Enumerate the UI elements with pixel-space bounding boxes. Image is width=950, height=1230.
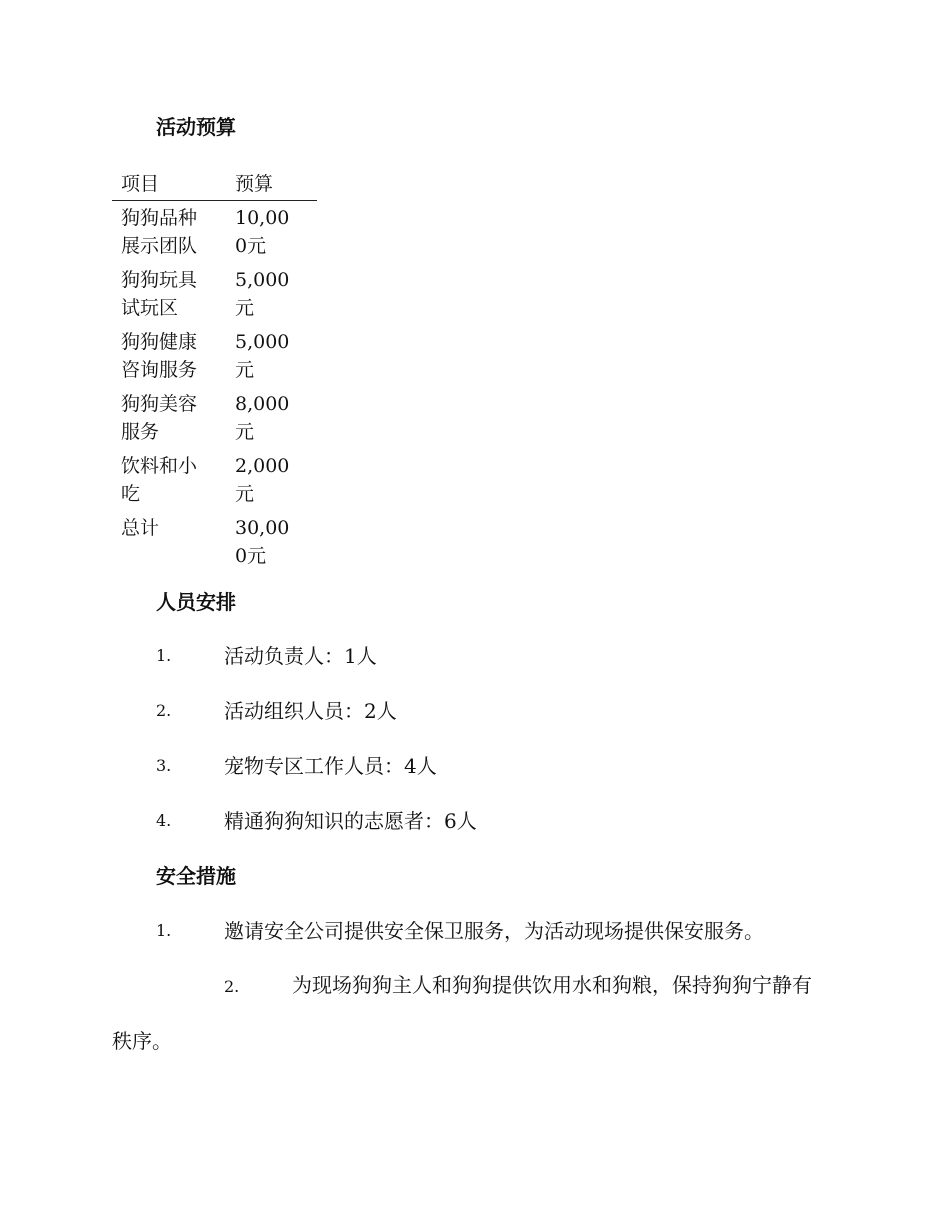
list-text: 活动组织人员：2人 [224, 699, 397, 723]
list-number: 3. [156, 756, 172, 775]
budget-item-name: 饮料和小吃 [121, 455, 198, 505]
budget-item-name: 狗狗健康咨询服务 [121, 331, 198, 381]
list-text: 邀请安全公司提供安全保卫服务，为活动现场提供保安服务。 [224, 919, 764, 943]
budget-item-amount: 8,000元 [235, 393, 290, 443]
list-text: 为现场狗狗主人和狗狗提供饮用水和狗粮，保持狗狗宁静有秩序。 [112, 973, 812, 1053]
safety-heading: 安全措施 [156, 864, 236, 888]
list-text: 精通狗狗知识的志愿者：6人 [224, 809, 477, 833]
table-row [112, 511, 317, 573]
budget-item-amount: 10,000元 [235, 207, 290, 257]
list-number: 2. [224, 977, 240, 996]
budget-item-name: 狗狗品种展示团队 [121, 207, 198, 257]
budget-total-amount: 30,000元 [235, 517, 290, 567]
table-row [112, 449, 317, 511]
list-number: 1. [156, 646, 172, 665]
table-row [112, 325, 317, 387]
budget-table [112, 168, 317, 573]
budget-item-amount: 5,000元 [235, 269, 290, 319]
budget-item-amount: 2,000元 [235, 455, 290, 505]
budget-item-name: 狗狗玩具试玩区 [121, 269, 198, 319]
column-header-item: 项目 [112, 168, 226, 201]
list-number: 1. [156, 921, 172, 940]
staff-heading: 人员安排 [156, 590, 236, 614]
budget-heading: 活动预算 [156, 115, 236, 139]
list-text: 宠物专区工作人员：4人 [224, 754, 437, 778]
list-number: 2. [156, 701, 172, 720]
list-item-wrapped [112, 958, 822, 1068]
list-number: 4. [156, 811, 172, 830]
table-row [112, 263, 317, 325]
table-header-row [112, 168, 317, 201]
table-row [112, 201, 317, 264]
budget-item-name: 狗狗美容服务 [121, 393, 198, 443]
table-row [112, 387, 317, 449]
budget-item-amount: 5,000元 [235, 331, 290, 381]
column-header-budget: 预算 [226, 168, 317, 201]
list-text: 活动负责人：1人 [224, 644, 377, 668]
budget-total-label: 总计 [121, 517, 160, 539]
